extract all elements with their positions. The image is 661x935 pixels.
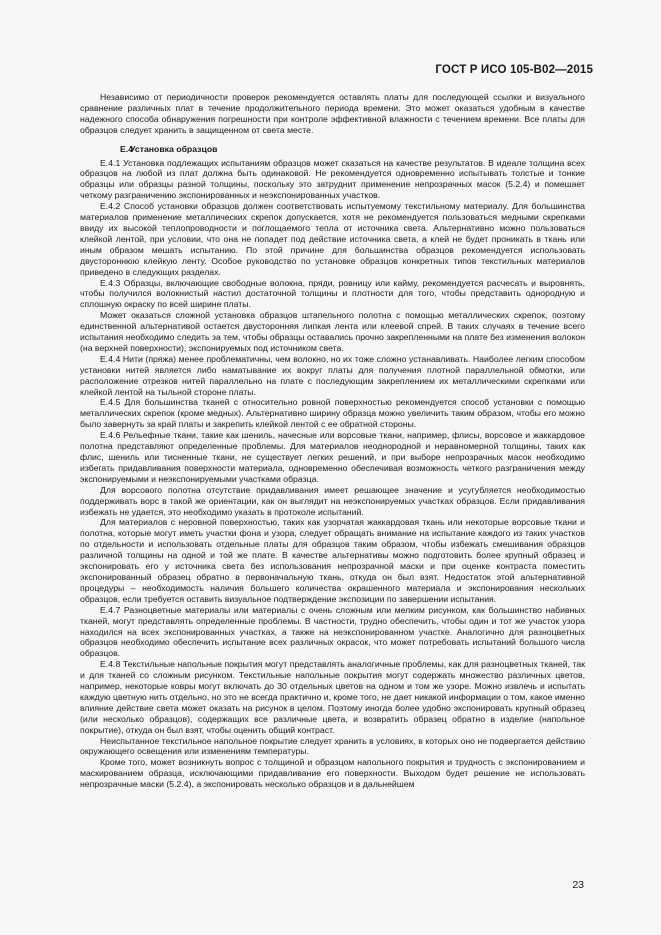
paragraph: E.4.4 Нити (пряжа) менее проблематичны, чем волокно, но их тоже сложно устанавливать. Наиболее легким способом установки нитей является либо наматывание их вокруг платы для получения плотной параллельной обмотки, или расположение отрезков нитей параллельно на плате с последующим закреплением их металлическими скрепками или клейкой лентой на тыльной стороне платы. [80, 353, 585, 397]
paragraph: E.4.5 Для большинства тканей с относительно ровной поверхностью рекомендуется способ установки с помощью металлических скрепок (кроме медных). Альтернативно ширину образца можно увеличить таким образом, чтобы его можно было завернуть за край платы и закрепить клейкой лентой с ее обратной стороны. [80, 397, 585, 430]
paragraph: Кроме того, может возникнуть вопрос с толщиной и образцом напольного покрытия и трудность с экспонированием и маскированием образца, исключающими придавливание его поверхности. Выходом будет решение не использовать непрозрачные маски (5.2.4), а экспонировать несколько образцов и в дальнейшем [80, 757, 585, 790]
page-number: 23 [572, 879, 584, 891]
document-header: ГОСТ Р ИСО 105-B02—2015 [435, 63, 593, 76]
paragraph: E.4.8 Текстильные напольные покрытия могут представлять аналогичные проблемы, как для разноцветных тканей, так и для тканей со сложным рисунком. Текстильные напольные покрытия могут содержать множество различных цветов, например, некоторые ковры могут включать до 30 отдельных цветов на одном и том же узоре. Можно извлечь и испытать каждую цветную нить отдельно, но это не всегда практично и, кроме того, не дает никакой информации о том, какое именно влияние действие света может оказать на рисунок в целом. Поэтому иногда более удобно экспонировать крупный образец (или несколько образцов), содержащих все различные цвета, и возвратить образец обратно в изделие (напольное покрытие), откуда он был взят, чтобы оценить общий контраст. [80, 659, 585, 735]
paragraph: E.4.2 Способ установки образцов должен соответствовать испытуемому текстильному материалу. Для большинства материалов применение металлических скрепок допускается, хотя не рекомендуется пользоваться медными скрепками ввиду их высокой теплопроводности и поглощаемого тепла от источника света. Альтернативно можно пользоваться клейкой лентой, при условии, что она не попадет под действие источника света, а клей не будет проникать в ткань или иным образом мешать испытанию. По этой причине для большинства образцов рекомендуется использовать двустороннюю клейкую ленту. Особое руководство по установке образцов конкретных типов текстильных материалов приведено в следующих разделах. [80, 201, 585, 277]
paragraph: Для материалов с неровной поверхностью, таких как узорчатая жаккардовая ткань или некоторые ворсовые ткани и полотна, которые могут иметь участки фона и узора, следует обращать внимание на испытание каждого из таких участков по отдельности и использовать отдельные платы для образцов таким образом, чтобы избежать смешивания образцов различной толщины на одной и той же плате. В качестве альтернативы можно подготовить более крупный образец и экспонировать его у источника света без использования непрозрачной маски и при оценке контраста поместить экспонированный образец обратно в первоначальную ткань, откуда он был взят. Недостаток этой альтернативной процедуры – необходимость наличия большего количества окрашенного материала и экспонирования нескольких образцов, если требуется оставить визуальное подтверждение экспозиции по завершении испытания. [80, 517, 585, 604]
paragraph: Может оказаться сложной установка образцов штапельного полотна с помощью металлических скрепок, поэтому единственной альтернативой остается двусторонняя липкая лента или клеевой спрей. В таких случаях в течение всего испытания необходимо следить за тем, чтобы образцы оставались прочно закрепленными на плате без изменения волокон (на верхней поверхности), экспонируемых под источником света. [80, 310, 585, 353]
section-heading [80, 144, 585, 155]
paragraph: E.4.1 Установка подлежащих испытаниям образцов может сказаться на качестве результатов. В идеале толщина всех образцов на любой из плат должна быть одинаковой. Не рекомендуется одновременно испытывать толстые и тонкие образцы или образцы разной толщины, поскольку это затруднит применение непрозрачных масок (5.2.4) и помешает четкому разграничению экспонированных и неэкспонированных участков. [80, 157, 585, 201]
paragraph: E.4.7 Разноцветные материалы или материалы с очень сложным или мелким рисунком, как большинство набивных тканей, могут представлять определенные проблемы. В частности, трудно обеспечить, чтобы один и тот же участок узора находился на всех экспонированных участках, а также на неэкспонированном участке. Аналогично для разноцветных образцов необходимо обеспечить испытание всех различных окрасок, что может потребовать испытаний большого числа образцов. [80, 604, 585, 659]
paragraph: Для ворсового полотна отсутствие придавливания имеет решающее значение и усугубляется необходимостью поддерживать ворс в такой же ориентации, как он выглядит на неэкспонируемых участках образцов. Если придавливания избежать не удается, это необходимо указать в протоколе испытаний. [80, 484, 585, 517]
paragraph: Независимо от периодичности проверок рекомендуется оставлять платы для последующей ссылки и визуального сравнение различных плат в течение продолжительного периода времени. Это может оказаться удобным в качестве надежного способа обнаружения погрешности при контроле эффективной влажности с течением времени. Все платы для образцов следует хранить в защищенном от света месте. [80, 92, 585, 135]
section-number: E.4 [120, 143, 134, 154]
document-body [80, 92, 585, 790]
paragraph: E.4.6 Рельефные ткани, такие как шениль, начесные или ворсовые ткани, например, флисы, ворсовое и жаккардовое полотна представляют определенные проблемы. Для материалов неоднородной и неравномерной толщины, таких как флис, шениль или тисненные ткани, не существует легких решений, и при выборе непрозрачных масок необходимо избегать придавливания поверхности материала, одновременно обеспечивая возможность четкого разграничения между экспонируемыми и неэкспонируемыми участками образца. [80, 430, 585, 484]
paragraph: E.4.3 Образцы, включающие свободные волокна, пряди, ровницу или кайму, рекомендуется расчесать и выровнять, чтобы получился волокнистый настил достаточной толщины и плотности для того, чтобы представить однородную и сплошную окраску по всей ширине платы. [80, 277, 585, 310]
paragraph: Неиспытанное текстильное напольное покрытие следует хранить в условиях, в которых оно не подвергается действию окружающего освещения или изменениям температуры. [80, 735, 585, 757]
section-title: Установка образцов [130, 143, 218, 154]
